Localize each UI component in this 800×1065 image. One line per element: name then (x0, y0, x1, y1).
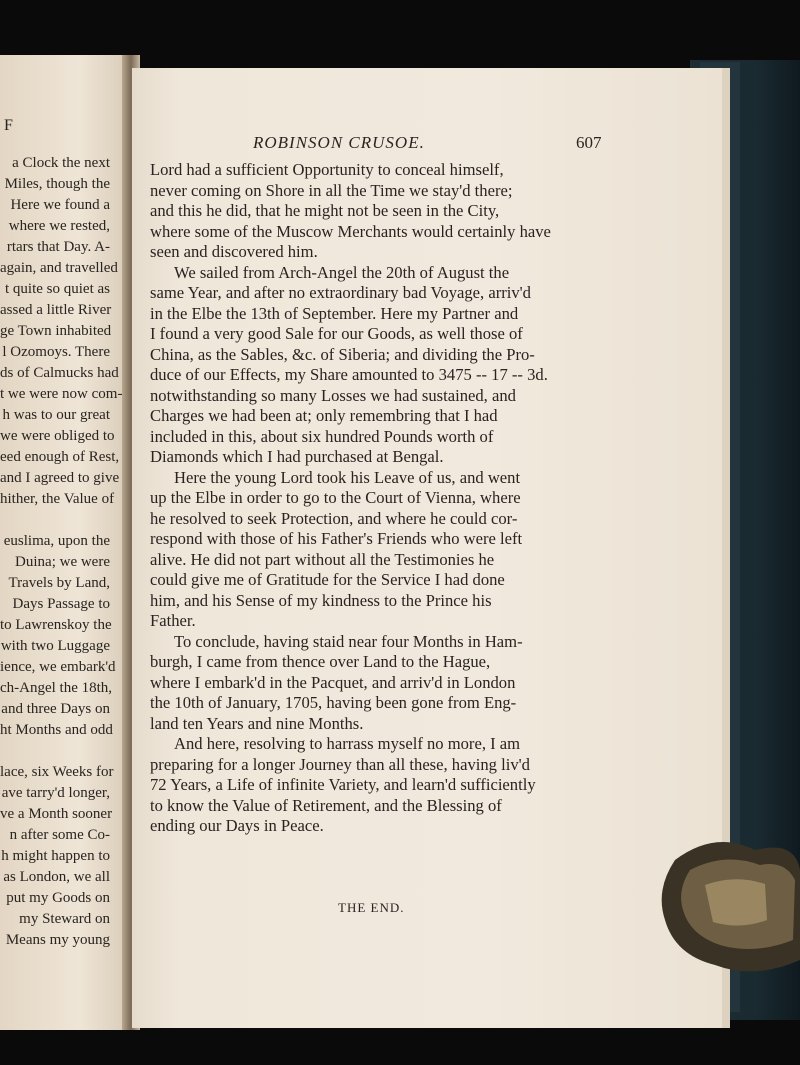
left-page-line: Here we found a (10, 197, 110, 213)
left-page-line: ience, we embark'd (0, 659, 116, 675)
left-page-line: ht Months and odd (0, 722, 113, 738)
text-line: And here, resolving to harrass myself no more, I am (174, 734, 521, 753)
text-line: him, and his Sense of my kindness to the Prince his (150, 590, 492, 610)
text-line: he resolved to seek Protection, and where he could cor- (150, 508, 518, 528)
left-page-line: again, and travelled (0, 260, 118, 276)
text-line: We sailed from Arch-Angel the 20th of August the (174, 262, 510, 282)
left-page-line: ge Town inhabited (0, 323, 112, 339)
left-page-line: ave tarry'd longer, (1, 785, 110, 801)
text-line: To conclude, having staid near four Months in Ham- (174, 631, 523, 651)
left-page-line: my Steward on (19, 911, 110, 927)
text-line: could give me of Gratitude for the Service I had done (150, 570, 505, 589)
text-line: up the Elbe in order to go to the Court of Vienna, where (150, 488, 521, 507)
left-page-line: Miles, though the (4, 176, 110, 192)
the-end-label: THE END. (338, 900, 405, 915)
page-number: 607 (576, 133, 602, 152)
text-line: the 10th of January, 1705, having been gone from Eng- (150, 693, 517, 712)
text-line: preparing for a longer Journey than all these, having liv'd (150, 754, 530, 774)
left-page-line: Travels by Land, (8, 575, 110, 591)
text-line: duce of our Effects, my Share amounted to 3475 -- 17 -- 3d. (150, 365, 548, 384)
text-line: Lord had a sufficient Opportunity to conceal himself, (150, 160, 504, 179)
text-line: never coming on Shore in all the Time we stay'd there; (150, 180, 513, 200)
left-page-line: assed a little River (0, 302, 112, 318)
left-page-line: put my Goods on (6, 890, 110, 906)
left-page-line: l Ozomoys. There (2, 344, 110, 360)
text-line: Diamonds which I had purchased at Bengal. (150, 447, 444, 466)
book-stand-clip (655, 790, 800, 990)
left-page-line: h might happen to (1, 848, 110, 864)
left-page-line: to Lawrenskoy the (0, 617, 112, 633)
left-page-header: F (4, 117, 13, 134)
left-page-line: we were obliged to (0, 428, 115, 444)
left-page-line: hither, the Value of (0, 491, 115, 507)
text-line: Here the young Lord took his Leave of us, and went (174, 467, 521, 487)
left-page-line: rtars that Day. A- (6, 239, 110, 255)
left-page-line: Duina; we were (15, 554, 110, 570)
left-page-line: h was to our great (2, 407, 110, 423)
left-page (0, 55, 132, 1030)
text-line: included in this, about six hundred Pounds worth of (150, 426, 494, 446)
page-body-text (150, 160, 610, 837)
left-page-line: as London, we all (3, 869, 110, 885)
text-line: I found a very good Sale for our Goods, as well those of (150, 324, 523, 343)
text-line: China, as the Sables, &c. of Siberia; and dividing the Pro- (150, 344, 535, 364)
text-line: seen and discovered him. (150, 242, 318, 261)
left-page-line: eed enough of Rest, (0, 449, 120, 465)
text-line: where I embark'd in the Pacquet, and arriv'd in London (150, 672, 516, 692)
text-line: land ten Years and nine Months. (150, 713, 364, 733)
text-line: burgh, I came from thence over Land to the Hague, (150, 652, 491, 671)
text-line: to know the Value of Retirement, and the Blessing of (150, 795, 502, 815)
left-page-line: euslima, upon the (3, 533, 110, 549)
left-page-line: ve a Month sooner (0, 806, 113, 822)
left-page-line: and I agreed to give (0, 470, 120, 486)
left-page-line: lace, six Weeks for (0, 764, 114, 780)
left-page-line: ds of Calmucks had (0, 365, 119, 381)
left-page-line: Means my young (5, 932, 110, 948)
left-page-line: where we rested, (8, 218, 110, 234)
text-line: 72 Years, a Life of infinite Variety, and learn'd sufficiently (150, 775, 536, 794)
left-page-line: and three Days on (1, 701, 110, 717)
text-line: Charges we had been at; only remembring that I had (150, 406, 498, 425)
text-line: notwithstanding so many Losses we had sustained, and (150, 385, 516, 405)
left-page-line: n after some Co- (9, 827, 110, 843)
text-line: in the Elbe the 13th of September. Here my Partner and (150, 303, 519, 323)
left-page-line: Days Passage to (12, 596, 110, 612)
running-head: ROBINSON CRUSOE. (253, 133, 425, 152)
text-line: same Year, and after no extraordinary bad Voyage, arriv'd (150, 283, 531, 302)
left-page-line: with two Luggage (0, 638, 110, 654)
left-page-line: ch-Angel the 18th, (0, 680, 113, 696)
text-line: ending our Days in Peace. (150, 816, 324, 835)
text-line: alive. He did not part without all the Testimonies he (150, 549, 495, 569)
left-page-line: t we were now com- (0, 386, 123, 402)
left-page-line: a Clock the next (12, 155, 110, 171)
left-page-line: t quite so quiet as (5, 281, 110, 297)
text-line: and this he did, that he might not be seen in the City, (150, 201, 500, 220)
text-line: where some of the Muscow Merchants would certainly have (150, 221, 551, 241)
text-line: Father. (150, 611, 196, 630)
text-line: respond with those of his Father's Friends who were left (150, 529, 523, 548)
